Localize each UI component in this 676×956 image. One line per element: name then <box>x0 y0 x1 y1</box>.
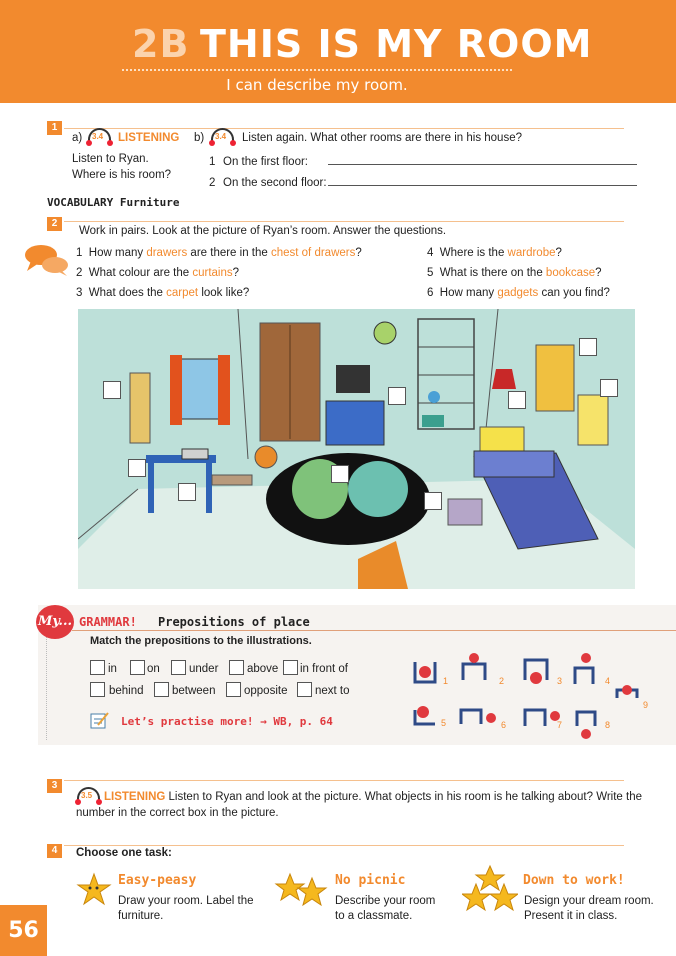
ex2-instruction: Work in pairs. Look at the picture of Ryan’s room. Answer the questions. <box>79 225 447 237</box>
question-4 <box>427 246 562 260</box>
illus-number: 9 <box>643 700 649 710</box>
q-text: Where is the <box>439 247 508 259</box>
ex3-instruction <box>104 790 642 804</box>
task-line: Describe your room <box>335 895 436 907</box>
q-number: 6 <box>427 287 434 299</box>
preposition-label: in front of <box>300 663 348 675</box>
vocab-word: carpet <box>166 287 199 299</box>
room-drawing <box>78 309 635 589</box>
vocab-word: bookcase <box>545 267 596 279</box>
checkbox-next-to[interactable] <box>297 682 312 697</box>
q-text: are there in the <box>187 247 271 259</box>
illus-number: 6 <box>501 720 507 730</box>
vocab-label: VOCABULARY <box>47 196 114 209</box>
preposition-label: on <box>147 663 160 675</box>
room-illustration <box>78 309 635 589</box>
checkbox-opposite[interactable] <box>226 682 241 697</box>
checkbox-in-front-of[interactable] <box>283 660 298 675</box>
q-number: 5 <box>427 267 434 279</box>
task-title: Down to work! <box>523 873 625 888</box>
ex1b-label: b) <box>194 132 205 144</box>
answer-box[interactable] <box>579 338 597 356</box>
track-number: 3.4 <box>92 132 104 141</box>
q-number: 3 <box>76 287 83 299</box>
star-icon <box>76 872 112 906</box>
checkbox-above[interactable] <box>229 660 244 675</box>
task-line: to a classmate. <box>335 910 413 922</box>
exercise-number-2: 2 <box>47 217 62 231</box>
question-5 <box>427 266 602 280</box>
headphones-icon <box>211 128 234 142</box>
ex1a-line1: Listen to Ryan. <box>72 153 149 165</box>
task-line: Design your dream room. <box>524 895 654 907</box>
q-text: ? <box>232 267 240 279</box>
ex1a-line2: Where is his room? <box>72 169 172 181</box>
grammar-instruction: Match the prepositions to the illustrations. <box>90 635 312 647</box>
vocab-heading <box>47 196 179 210</box>
vocab-word: drawers <box>146 247 188 259</box>
task-title: Easy-peasy <box>118 873 197 888</box>
lesson-objective: I can describe my room. <box>226 76 408 94</box>
ex1b-instruction: Listen again. What other rooms are there in his house? <box>242 132 522 144</box>
ex3-instruction-line2: number in the correct box in the picture. <box>76 807 279 819</box>
practice-link[interactable]: Let’s practise more! → WB, p. 64 <box>121 715 333 728</box>
illus-number: 5 <box>441 718 447 728</box>
exercise-divider <box>64 221 624 222</box>
preposition-label: in <box>108 663 117 675</box>
question-2 <box>76 266 239 280</box>
preposition-label: between <box>172 685 216 697</box>
ex1b-item-text: On the second floor: <box>223 177 327 189</box>
vocab-word: chest of drawers <box>270 247 356 259</box>
answer-box[interactable] <box>508 391 526 409</box>
headphones-icon <box>77 787 100 801</box>
track-number: 3.5 <box>81 791 93 800</box>
preposition-label: next to <box>315 685 350 697</box>
illus-number: 3 <box>557 676 563 686</box>
answer-box[interactable] <box>128 459 146 477</box>
answer-box[interactable] <box>424 492 442 510</box>
vocab-word: gadgets <box>497 287 539 299</box>
headphones-icon <box>88 128 111 142</box>
preposition-label: under <box>189 663 219 675</box>
q-text: can you find? <box>538 287 610 299</box>
q-text: ? <box>555 247 562 259</box>
ex1b-item-number: 1 <box>209 156 216 168</box>
answer-box[interactable] <box>600 379 618 397</box>
illus-number: 8 <box>605 720 611 730</box>
q-number: 4 <box>427 247 434 259</box>
answer-box[interactable] <box>103 381 121 399</box>
exercise-number-1: 1 <box>47 121 62 135</box>
illus-number: 2 <box>499 676 505 686</box>
listening-label: LISTENING <box>118 132 180 144</box>
illus-number: 7 <box>557 720 563 730</box>
notebook-margin <box>46 620 47 740</box>
q-text: What does the <box>88 287 167 299</box>
grammar-divider <box>72 630 676 631</box>
preposition-label: above <box>247 663 279 675</box>
grammar-title: GRAMMAR! <box>79 615 137 629</box>
exercise-number-3: 3 <box>47 779 62 793</box>
exercise-number-4: 4 <box>47 844 62 858</box>
answer-line[interactable] <box>328 185 637 186</box>
ex1a-label: a) <box>72 132 83 144</box>
three-stars-icon <box>462 864 518 914</box>
q-text: look like? <box>198 287 250 299</box>
q-text: ? <box>355 247 362 259</box>
q-text: What colour are the <box>88 267 193 279</box>
page-number: 56 <box>0 905 47 956</box>
ex1b-item-number: 2 <box>209 177 216 189</box>
question-6 <box>427 286 610 300</box>
track-number: 3.4 <box>215 132 227 141</box>
task-line: Present it in class. <box>524 910 618 922</box>
grammar-topic: Prepositions of place <box>158 615 310 629</box>
two-stars-icon <box>274 872 328 908</box>
vocab-word: curtains <box>192 267 233 279</box>
q-text: ? <box>595 267 602 279</box>
q-text: How many <box>88 247 147 259</box>
ex4-instruction: Choose one task: <box>76 847 172 859</box>
task-line: Draw your room. Label the <box>118 895 254 907</box>
preposition-illustrations <box>405 650 655 742</box>
ex1b-item-text: On the first floor: <box>223 156 309 168</box>
listening-label: LISTENING <box>104 791 166 803</box>
answer-box[interactable] <box>388 387 406 405</box>
question-3 <box>76 286 249 300</box>
checkbox-under[interactable] <box>171 660 186 675</box>
checkbox-between[interactable] <box>154 682 169 697</box>
task-title: No picnic <box>335 873 406 888</box>
answer-box[interactable] <box>178 483 196 501</box>
q-text: How many <box>439 287 498 299</box>
unit-code: 2B <box>132 22 190 66</box>
vocab-topic: Furniture <box>119 196 180 209</box>
my-badge: My... <box>36 605 74 639</box>
illus-number: 4 <box>605 676 611 686</box>
checkbox-on[interactable] <box>130 660 145 675</box>
question-1 <box>76 246 362 260</box>
checkbox-in[interactable] <box>90 660 105 675</box>
checkbox-behind[interactable] <box>90 682 105 697</box>
illus-number: 1 <box>443 676 449 686</box>
preposition-label: opposite <box>244 685 288 697</box>
answer-line[interactable] <box>328 164 637 165</box>
header-divider <box>122 69 512 71</box>
speech-bubbles-icon <box>23 243 71 277</box>
ex3-text: Listen to Ryan and look at the picture. What objects in his room is he talking about? Write the <box>165 791 642 803</box>
q-number: 1 <box>76 247 83 259</box>
q-number: 2 <box>76 267 83 279</box>
task-line: furniture. <box>118 910 164 922</box>
preposition-label: behind <box>109 685 144 697</box>
exercise-divider <box>64 780 624 781</box>
vocab-word: wardrobe <box>507 247 556 259</box>
page-title: THIS IS MY ROOM <box>200 22 593 66</box>
exercise-divider <box>64 128 624 129</box>
notebook-pencil-icon <box>90 711 110 729</box>
answer-box[interactable] <box>331 465 349 483</box>
q-text: What is there on the <box>439 267 546 279</box>
